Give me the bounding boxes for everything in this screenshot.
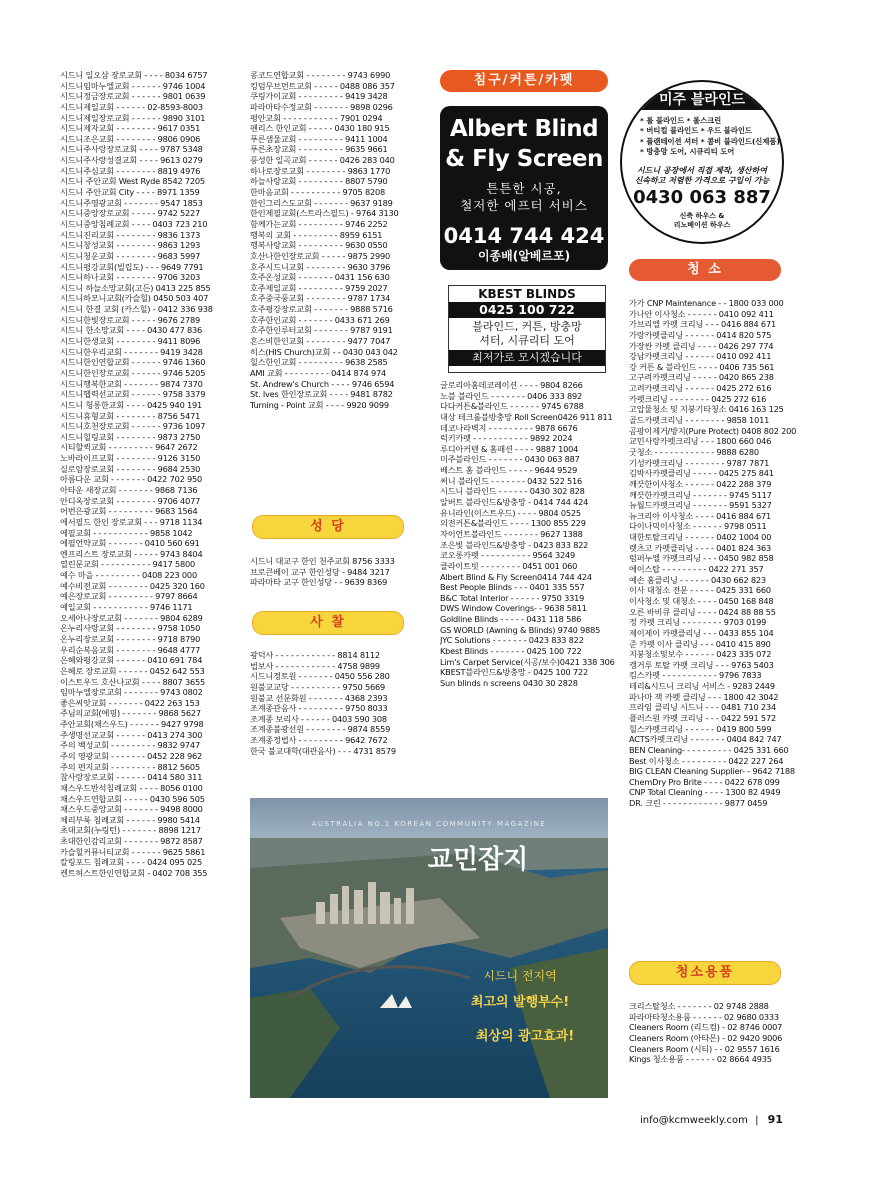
listing-entry: 준 카펫 이사 클리닝 - - - 0410 415 890 [629, 638, 771, 649]
listing-entry: 호주평강장로교회 - - - - - - - 9888 5716 [250, 304, 393, 315]
listing-entry: 채스우드반석침례교회 - - - - 8056 0100 [60, 782, 203, 793]
listing-entry: 시드니진리교회 - - - - - - - - 9836 1373 [60, 229, 201, 240]
kbest-ad-line2: 셔터, 시큐리티 도어 [479, 334, 575, 347]
listing-entry: 제이제이 카펫클리닝 - - - 0433 855 104 [629, 627, 774, 638]
listing-entry: 시드니청운교회 - - - - - - - - 9683 5997 [60, 250, 201, 261]
listing-entry: ACTS카펫크리닝 - - - - - - - 0404 842 747 [629, 734, 782, 745]
listing-entry: 가가 CNP Maintenance - - 1800 033 000 [629, 298, 784, 308]
listing-entry: 주의 영광교회 - - - - - - - 0452 228 962 [60, 751, 203, 761]
listing-entry: 에필교회 - - - - - - - - - - - 9858 1042 [60, 527, 193, 538]
listing-entry: 주의 편지교회 - - - - - - - - - 8812 5605 [60, 761, 200, 772]
listing-entry: CNP Total Cleaning - - - - 1300 82 4949 [629, 787, 781, 798]
listing-entry: St. Ives 한인장로교회 - - - - 9481 8782 [250, 389, 393, 400]
listing-entry: 깨끗한이사청소 - - - - - - 0422 288 379 [629, 478, 772, 489]
listing-entry: 킴스카펫 - - - - - - - - - - - 9796 7833 [629, 670, 762, 681]
listing-entry: 뉴크리아 이사청소 - - - - 0416 884 671 [629, 510, 772, 521]
listing-entry: 시드니 일오삼 장로교회 - - - - 8034 6757 [60, 70, 208, 80]
listing-entry: 어번은광교회 - - - - - - - - - 9683 1564 [60, 506, 198, 517]
listing-entry: 대한토탈크리닝 - - - - - - 0402 1004 00 [629, 532, 772, 543]
listing-entry: 시드니정금장로교회 - - - - - - 9801 0639 [60, 91, 206, 102]
kbest-ad-line1: 블라인드, 커튼, 방충망 [472, 320, 582, 333]
listing-entry: 히스(HIS Church)교회 - - 0430 043 042 [250, 346, 398, 357]
listing-entry: 참사랑장로교회 - - - - - - 0414 580 311 [60, 772, 203, 783]
listing-entry: 시드니한생교회 - - - - - - - - 9411 8096 [60, 336, 201, 347]
listing-entry: 파나마 잭 카펫 클리닝 - - - 1800 42 3042 [629, 691, 779, 702]
listing-entry: 주의 백성교회 - - - - - - - - - 9832 9747 [60, 740, 200, 751]
listing-entry: 조계종불광선원 - - - - - - - - 9874 8559 [250, 724, 391, 735]
kbest-ad-title: KBEST BLINDS [478, 287, 576, 301]
listing-entry: 의전커튼&블라인드 - - - - 1300 855 229 [440, 518, 586, 529]
listing-supplies [629, 1001, 805, 1065]
listing-entry: B&C Total Interior - - - - - - 9750 3319 [440, 592, 585, 603]
listing-entry: 시드니조은교회 - - - - - - - - 9806 0906 [60, 133, 201, 144]
listing-entry: 임마누엘장로교회 - - - - - - - 9743 0802 [60, 687, 203, 698]
listing-entry: 깨끗한카펫크리닝 - - - - - - - 9745 5117 [629, 489, 772, 500]
listing-entry: DR. 크린 - - - - - - - - - - - - 9877 0459 [629, 798, 768, 809]
listing-entry: 은혜와평강교회 - - - - - - 0410 691 784 [60, 655, 203, 666]
listing-entry: 조계종정법사 - - - - - - - - - 9642 7672 [250, 735, 388, 746]
listing-entry: 가장싼 카펫 클리닝 - - - - 0426 297 774 [629, 340, 774, 351]
listing-entry: BEN Cleaning- - - - - - - - - - 0425 331 660 [629, 744, 789, 755]
listing-entry: 강남카펫크리닝 - - - - - - 0410 092 411 [629, 351, 772, 362]
listing-entry: 렛츠고 카펫클리닝 - - - - 0401 824 363 [629, 542, 772, 553]
listing-entry: 푸른샘물교회 - - - - - - - - - 9411 1004 [250, 133, 388, 144]
listing-entry: 광덕사 - - - - - - - - - - - - 8814 8112 [250, 650, 380, 660]
mijoo-ad-item: * 방충망 도어, 시큐리티 도어 [640, 146, 735, 156]
listing-entry: 시티할퀵교회 - - - - - - - - - 9647 2672 [60, 442, 198, 453]
listing-entry: Best People Blinds - - - 0401 335 557 [440, 582, 585, 593]
listing-entry: Turning - Point 교회 - - - - 9920 9099 [250, 399, 389, 410]
listing-entry: 시드니하나교회 - - - - - - - - 9706 3203 [60, 272, 201, 283]
listing-entry: AMI 교회 - - - - - - - - - 0414 874 974 [250, 367, 387, 378]
listing-entry: 노블 블라인드 - - - - - - - 0406 333 892 [440, 390, 583, 401]
listing-entry: 초대교회(누링턴) - - - - - - - 8898 1217 [60, 825, 201, 836]
albert-ad-phone: 0414 744 424 [443, 224, 605, 248]
listing-entry: 시드니중앙침례교회 - - - - 0403 723 210 [60, 218, 208, 229]
listing-entry: Kings 청소용품 - - - - - - 02 8664 4935 [629, 1054, 772, 1065]
listing-entry: 교민사랑카펫크리닝 - - - 1800 660 046 [629, 436, 772, 447]
listing-column-3 [440, 380, 618, 689]
listing-entry: 곰팡이제거/방지(Pure Protect) 0408 802 200 [629, 425, 797, 436]
listing-entry: 아름다운 교회 - - - - - - - 0422 702 950 [60, 474, 203, 485]
listing-entry: 써니 블라인드 - - - - - - - 0432 522 516 [440, 475, 583, 486]
listing-entry: 칼링포드 침례교회 - - - - 0424 095 025 [60, 857, 203, 868]
listing-entry: 고려카펫크리닝 - - - - - - 0425 272 616 [629, 383, 772, 394]
listing-entry: 고압물청소 및 지붕기타청소 0416 163 125 [629, 404, 784, 415]
listing-entry: 자이언트블라인드 - - - - - - - 9627 1388 [440, 528, 583, 539]
listing-entry: 이사청소 및 대청소 - - - - 0450 168 848 [629, 595, 774, 606]
albert-ad-slogan1: 튼튼한 시공, [486, 181, 562, 196]
section-header-curtain: 침구/커튼/카펫 [440, 70, 608, 92]
listing-entry: 에서필드 한인 장로교회 - - - 9718 1134 [60, 516, 203, 527]
listing-entry: 콩코드연합교회 - - - - - - - - 9743 6990 [250, 70, 391, 80]
listing-entry: Cleaners Room (시티) - - 02 9557 1616 [629, 1043, 780, 1054]
listing-entry: 오세아나장로교회 - - - - - - - 9804 6289 [60, 612, 203, 623]
listing-entry: St. Andrew's Church - - - - 9746 6594 [250, 378, 395, 389]
listing-entry: Lim's Carpet Service(시공/보수)0421 338 306 [440, 656, 615, 667]
section-header-catholic: 성 당 [252, 515, 404, 539]
listing-entry: Best 이사청소 - - - - - - - - - 0422 227 264 [629, 755, 784, 766]
mijoo-ad-slogan1: 시드니 공장에서 직접 제작, 생산하여 [636, 166, 768, 175]
listing-entry: 굿청소 - - - - - - - - - - - - 9888 6280 [629, 446, 759, 457]
listing-entry: 대상 테크롤블방충망 Roll Screen0426 911 811 [440, 411, 613, 422]
listing-entry: KBEST블라인드&방충망 - 0425 100 722 [440, 667, 588, 678]
listing-entry: 우리순복음교회 - - - - - - - - 9648 4777 [60, 644, 201, 655]
listing-entry: 시드니한빛장로교회 - - - - - 9676 2789 [60, 314, 201, 325]
listing-entry: 강 커튼 & 블라인드 - - - - 0406 735 561 [629, 361, 775, 372]
albert-ad-slogan2: 철저한 에프터 서비스 [460, 198, 588, 213]
listing-entry: 하늘사랑교회 - - - - - - - - - 8807 5790 [250, 176, 388, 187]
listing-entry: 김박사카펫클리닝 - - - - - 0425 275 841 [629, 468, 774, 479]
listing-entry: Goldline Blinds - - - - - 0431 118 586 [440, 614, 582, 625]
listing-entry: 플러스원 카펫 크리닝 - - - 0422 591 572 [629, 712, 776, 723]
listing-entry: 시드니 한결 교회 (카스힐) - 0412 336 938 [60, 304, 213, 315]
listing-entry: 오른 바비큐 클리닝 - - - - 0424 88 88 55 [629, 606, 776, 617]
listing-entry: 파라마타 교구 한인성당 - - 9639 8369 [250, 577, 388, 588]
listing-column-1 [60, 70, 238, 879]
listing-entry: 고구려카펫크리닝 - - - - - 0420 865 238 [629, 372, 774, 383]
listing-entry: 시드니하모니교회(카슬힐) 0450 503 407 [60, 293, 209, 304]
magazine-title: 교민잡지 [427, 845, 529, 875]
listing-entry: 유니라인(이스트우드) - - - - 9804 0525 [440, 507, 581, 518]
listing-entry: 힐스카펫크리닝 - - - - - - 0419 800 599 [629, 723, 772, 734]
listing-entry: 한마음교회 - - - - - - - - - - 9705 8208 [250, 187, 385, 198]
listing-entry: 글로리아홈데코레이션 - - - - 9804 8266 [440, 380, 583, 390]
listing-entry: 시드니정토원 - - - - - - - 0450 556 280 [250, 671, 390, 682]
section-header-cleaning: 청 소 [629, 259, 781, 281]
mijoo-ad-items [640, 116, 780, 157]
listing-entry: 시드니주사랑성결교회 - - - - 9613 0279 [60, 155, 203, 166]
mijoo-ad-item: * 버티컬 블라인드 * 우드 블라인드 [640, 126, 752, 136]
mijoo-ad-note [622, 212, 782, 230]
listing-entry: 시드니중앙장로교회 - - - - - 9742 5227 [60, 208, 201, 219]
listing-entry: 카슬힐커뮤니티교회 - - - - - - 9625 5861 [60, 846, 206, 857]
kbest-blinds-ad [448, 285, 606, 373]
listing-entry: 엔프리스트 장로교회 - - - - - 9743 8404 [60, 548, 203, 559]
listing-entry: 예손 홈클리닝 - - - - - - 0430 662 823 [629, 574, 766, 585]
listing-entry: 클라이트빗 - - - - - - - - 0451 001 060 [440, 560, 578, 571]
albert-ad-line2: & Fly Screen [445, 146, 603, 172]
listing-column-2 [250, 70, 426, 411]
listing-entry: 미주블라인드 - - - - - - - 0430 063 887 [440, 454, 580, 465]
listing-entry: 시드니제자교회 - - - - - - - - 9617 0351 [60, 123, 201, 134]
page-footer [640, 1113, 783, 1126]
listing-entry: 펜리스 한인교회 - - - - - 0430 180 915 [250, 123, 390, 134]
mijoo-ad-slogan2: 신속하고 저렴한 가격으로 구입이 가능 [634, 176, 770, 185]
listing-entry: 원불교 선문화원 - - - - - - - 4368 2393 [250, 692, 388, 703]
listing-entry: 카펫크리닝 - - - - - - - - 0425 272 616 [629, 393, 767, 404]
listing-entry: 은혜로 장로교회 - - - - - - 0452 642 553 [60, 665, 205, 676]
listing-entry: 한국 불교대학(대관음사) - - - 4731 8579 [250, 745, 396, 756]
listing-entry: 예수 마을 - - - - - - - - - 0408 223 000 [60, 570, 197, 581]
listing-entry: BIG CLEAN Cleaning Supplier- - 9642 7188 [629, 766, 795, 777]
listing-entry: 시드니제일교회 - - - - - - 02-8593-8003 [60, 101, 203, 112]
listing-entry: 시드니헵력선교교회 - - - - - - 9758 3379 [60, 389, 206, 400]
listing-entry: 초대한인감리교회 - - - - - - - 9872 8587 [60, 836, 203, 847]
listing-entry: 럭키카펫 - - - - - - - - - - - 9892 2024 [440, 433, 573, 444]
albert-ad-line1: Albert Blind [449, 116, 599, 142]
magazine-tag3: 최상의 광고효과! [475, 1029, 575, 1044]
magazine-tag2: 최고의 발행부수! [470, 995, 570, 1010]
listing-entry: Albert Blind & Fly Screen0414 744 424 [440, 571, 592, 582]
listing-entry: 법보사 - - - - - - - - - - - - 4758 9899 [250, 660, 380, 671]
magazine-ad-photo [250, 798, 608, 1098]
listing-entry: 베스트 홈 블라인드 - - - - - 9644 9529 [440, 465, 578, 476]
listing-entry: 한인제필교회(스트라스필드) - 9764 3130 [250, 208, 399, 219]
mijoo-ad-note2: 리노베이션 하우스 [673, 221, 731, 229]
listing-entry: 노바라이프교회 - - - - - - - - 9126 3150 [60, 453, 201, 464]
listing-entry: 조계종 보리사 - - - - - - 0403 590 308 [250, 713, 387, 724]
listing-entry: 시드니창성교회 - - - - - - - - 9863 1293 [60, 240, 201, 251]
listing-entry: 온누리장로교회 - - - - - - - - 9718 8790 [60, 633, 201, 644]
listing-entry: 호주한인교회 - - - - - - - 0433 671 269 [250, 314, 390, 325]
listing-entry: 시드니 주안교회 City - - - - 8971 1359 [60, 187, 200, 198]
kbest-ad-phone: 0425 100 722 [449, 302, 605, 318]
listing-entry: 체리부룩 침례교회 - - - - - - 9980 5414 [60, 814, 200, 825]
listing-entry: 쿠링가이교회 - - - - - - - - - 9419 3428 [250, 91, 388, 102]
listing-entry: 행복의 교회 - - - - - - - - - 8959 6151 [250, 229, 383, 240]
listing-entry: 혼스비한인교회 - - - - - - - - 9477 7047 [250, 336, 391, 347]
listing-entry: 시드니휴형교회 - - - - - - - - 8756 5471 [60, 410, 201, 421]
listing-entry: 다이나믹이사청소 - - - - - - 9798 0511 [629, 521, 767, 532]
listing-entry: ChemDry Pro Brite - - - - 0422 678 099 [629, 776, 780, 787]
listing-entry: 주생명선교교회 - - - - - - 0413 274 300 [60, 729, 203, 740]
listing-entry: 브로큰베이 교구 한인성당 - 9484 3217 [250, 566, 390, 577]
listing-entry: 시드니 대교구 한인 천주교회 8756 3333 [250, 556, 395, 566]
listing-entry: 주안교회(채스우드) - - - - - - 9427 9798 [60, 719, 204, 730]
listing-entry: 행복사랑교회 - - - - - - - - - 9630 0550 [250, 240, 388, 251]
listing-entry: 조계종관음사 - - - - - - - - - 9750 8033 [250, 703, 388, 714]
listing-entry: 테리&시드니 크리닝 서비스 - 9283 2449 [629, 681, 775, 692]
listing-entry: 실로암장로교회 - - - - - - - - 9684 2530 [60, 463, 201, 474]
listing-entry: 켄트허스트한인연합교회 - 0402 708 355 [60, 868, 208, 879]
mijoo-blind-ad [620, 80, 784, 244]
listing-entry: 호주시드니교회 - - - - - - - - 9630 3796 [250, 261, 391, 272]
listing-entry: 코오롱카펫 - - - - - - - - - - 9564 3249 [440, 550, 575, 561]
listing-entry: 데코나라벽지 - - - - - - - - - 9878 6676 [440, 422, 578, 433]
section-header-supplies: 청소용품 [629, 961, 781, 985]
listing-entry: 푸른초장교회 - - - - - - - - - 9635 9661 [250, 144, 388, 155]
listing-entry: 호산나한인장로교회 - - - - - 9875 2990 [250, 250, 391, 261]
magazine-tagline: AUSTRALIA NO.1 KOREAN COMMUNITY MAGAZINE [311, 820, 547, 828]
listing-entry: DWS Window Coverings- - 9638 5811 [440, 603, 587, 614]
listing-entry: 시드니한인연합교회 - - - - - - 9746 1360 [60, 357, 206, 368]
sydney-harbour-image [250, 798, 608, 1098]
listing-entry: 시드니 주안교회 West Ryde 8542 7205 [60, 176, 205, 187]
listing-entry: 하나로장로교회 - - - - - - - - 9863 1770 [250, 165, 391, 176]
listing-entry: 아타운 새장교회 - - - - - - - 9868 7136 [60, 484, 198, 495]
listing-entry: 파라마타청소용품 - - - - - - 02 9680 0333 [629, 1011, 779, 1022]
listing-entry: 이사 대청소 전문 - - - - - 0425 331 660 [629, 585, 771, 596]
footer-email[interactable]: info@kcmweekly.com [640, 1115, 748, 1126]
listing-entry: Cleaners Room (리드컴) - 02 8746 0007 [629, 1022, 783, 1033]
listing-entry: 에이스탑 - - - - - - - - - 0422 271 357 [629, 564, 764, 575]
listing-entry: 시드니행복한교회 - - - - - - - 9874 7370 [60, 378, 203, 389]
listing-entry: 호주한인루터교회 - - - - - - - 9787 9191 [250, 325, 393, 336]
listing-entry: 시드니 한소망교회 - - - - 0430 477 836 [60, 325, 203, 336]
listing-entry: 가나안 이사청소 - - - - - - 0410 092 411 [629, 308, 774, 319]
page-number: 91 [767, 1113, 783, 1126]
listing-entry: 골드카펫크리닝 - - - - - - - - 9858 1011 [629, 415, 770, 426]
listing-entry: 안디옥장로교회 - - - - - - - - 9706 4077 [60, 495, 201, 506]
magazine-tag1: 시드니 전지역 [483, 969, 557, 983]
listing-entry: 예수비전교회 - - - - - - - - 0425 320 160 [60, 580, 205, 591]
listing-entry: GS WORLD (Awning & Blinds) 9740 9885 [440, 624, 601, 635]
kbest-ad-line3: 최저가로 모시겠습니다 [449, 350, 605, 366]
listing-entry: 시드니호천장로교회 - - - - - - 9736 1097 [60, 421, 206, 432]
listing-entry: 캥거루 토탈 카펫 크리닝 - - - 9763 5403 [629, 659, 774, 670]
listing-entry: 예은장로교회 - - - - - - - - - 9797 8664 [60, 591, 198, 602]
listing-entry: 시드니임마누엘교회 - - - - - - 9746 1004 [60, 80, 206, 91]
mijoo-ad-slogan [634, 166, 770, 186]
mijoo-ad-phone: 0430 063 887 [633, 187, 771, 208]
listing-entry: 예일교회 - - - - - - - - - - - 9746 1171 [60, 602, 193, 613]
listing-entry: 시드니주영광교회 - - - - - - - 9547 1853 [60, 197, 203, 208]
listing-entry: 호주제일교회 - - - - - - - - - 9759 2027 [250, 282, 388, 293]
listing-entry: 기성카펫크리닝 - - - - - - - - 9787 7871 [629, 457, 770, 468]
listing-entry: 좋은씨앗교회 - - - - - - - 0422 263 153 [60, 697, 200, 708]
listing-entry: 이스트우드 호산나교회 - - - - 8807 3655 [60, 676, 206, 687]
listing-column-4 [629, 298, 805, 809]
listing-entry: 가브리엘 카펫 크리닝 - - - 0416 884 671 [629, 319, 776, 330]
listing-entry: 풍성한 일곡교회 - - - - - - 0426 283 040 [250, 155, 395, 166]
listing-catholic [250, 556, 426, 588]
listing-entry: 지붕청소및보수 - - - - - - 0423 335 072 [629, 649, 772, 660]
listing-entry: 럼퍼누엘 카펫크리닝 - - - 0450 982 858 [629, 553, 774, 564]
listing-entry: 뉴월드카펫크리닝 - - - - - - - 9591 5327 [629, 500, 772, 511]
listing-entry: 시드니주심교회 - - - - - - - - 8819 4976 [60, 165, 201, 176]
mijoo-ad-item: * 플랜테이션 셔터 * 콤비 블라인드(신제품) [640, 136, 780, 146]
listing-entry: 주님의교회(에핑) - - - - - - - 9868 5627 [60, 708, 201, 719]
listing-entry: 시드니평강교회(빌립도) - - - 9649 7791 [60, 261, 204, 272]
footer-divider: | [755, 1115, 759, 1126]
listing-entry: 호주온성교회 - - - - - - - 0431 156 630 [250, 272, 390, 283]
listing-entry: 시드니 블라인드 - - - - - - 0430 302 828 [440, 486, 585, 497]
listing-entry: 루디아커텐 & 홈패션 - - - - 9887 1004 [440, 443, 579, 454]
listing-entry: 시드니 하늘소망교회(고든) 0413 225 855 [60, 282, 211, 293]
section-header-temple: 사 찰 [252, 611, 404, 635]
listing-entry: 힐스한인교회 - - - - - - - - - 9638 2585 [250, 357, 388, 368]
listing-temple [250, 650, 426, 756]
listing-entry: Kbest Blinds - - - - - - - 0425 100 722 [440, 646, 582, 657]
listing-entry: 킹덤무브먼트교회 - - - - - 0488 086 357 [250, 80, 395, 91]
listing-entry: 알버트 블라인드&방충망 - 0414 744 424 [440, 497, 589, 508]
albert-ad-name: 이종배(알베르포) [477, 249, 571, 263]
listing-entry: 시드니힐링교회 - - - - - - - - 9873 2750 [60, 431, 201, 442]
listing-entry: 크리스탈청소 - - - - - - - 02 9748 2888 [629, 1001, 769, 1011]
listing-entry: 정 카펫 크리닝 - - - - - - - - 9703 0199 [629, 617, 767, 628]
mijoo-ad-title: 미주 블라인드 [636, 90, 768, 110]
listing-entry: 가랑카펫클리닝 - - - - - - 0414 820 575 [629, 329, 772, 340]
albert-blind-ad [440, 106, 608, 270]
listing-entry: 프라임 클리닝 시드니 - - - 0481 710 234 [629, 702, 776, 713]
listing-entry: 평안교회 - - - - - - - - - - - 7901 0294 [250, 112, 383, 123]
listing-entry: 열린문교회 - - - - - - - - - - 9417 5800 [60, 559, 195, 570]
listing-entry: 호주중국풍교회 - - - - - - - - 9787 1734 [250, 293, 391, 304]
listing-entry: 시드니한우리교회 - - - - - - - 9419 3428 [60, 346, 203, 357]
listing-entry: 조은빛 블라인드&방충망 - 0423 833 822 [440, 539, 589, 550]
listing-entry: 에필언약교회 - - - - - - - 0410 560 691 [60, 538, 200, 549]
listing-entry: 원불교교당 - - - - - - - - - - 9750 5669 [250, 681, 385, 692]
listing-entry: 한인그리스도교회 - - - - - - - 9637 9189 [250, 197, 393, 208]
listing-entry: 시드니한인장로교회 - - - - - - 9746 5205 [60, 367, 206, 378]
listing-entry: 파라마타수정교회 - - - - - - - 9898 0296 [250, 101, 393, 112]
listing-entry: 시드니 헝롱한교회 - - - - 0425 940 191 [60, 399, 203, 410]
listing-entry: Cleaners Room (아타몬) - 02 9420 9006 [629, 1032, 783, 1043]
mijoo-ad-note1: 신축 하우스 & [679, 212, 725, 220]
listing-entry: 온누리사랑교회 - - - - - - - - 9758 1050 [60, 623, 201, 634]
listing-entry: 채스우드중앙교회 - - - - - - - 9498 8000 [60, 804, 203, 815]
listing-entry: Sun blinds n screens 0430 30 2828 [440, 677, 578, 688]
listing-entry: JYC Solutions - - - - - - - 0423 833 822 [440, 635, 584, 646]
listing-entry: 시드니주사랑장로교회 - - - - 9787 5348 [60, 144, 203, 155]
listing-entry: 채스우드연합교회 - - - - - 0430 596 505 [60, 793, 205, 804]
listing-entry: 다다커튼&블라인드 - - - - - - 9745 6788 [440, 401, 584, 412]
listing-entry: 시드니제일장로교회 - - - - - - 9890 3101 [60, 112, 206, 123]
mijoo-ad-item: * 롤 블라인드 * 롤스크린 [640, 116, 722, 125]
listing-entry: 함께가는교회 - - - - - - - - - 9746 2252 [250, 218, 388, 229]
